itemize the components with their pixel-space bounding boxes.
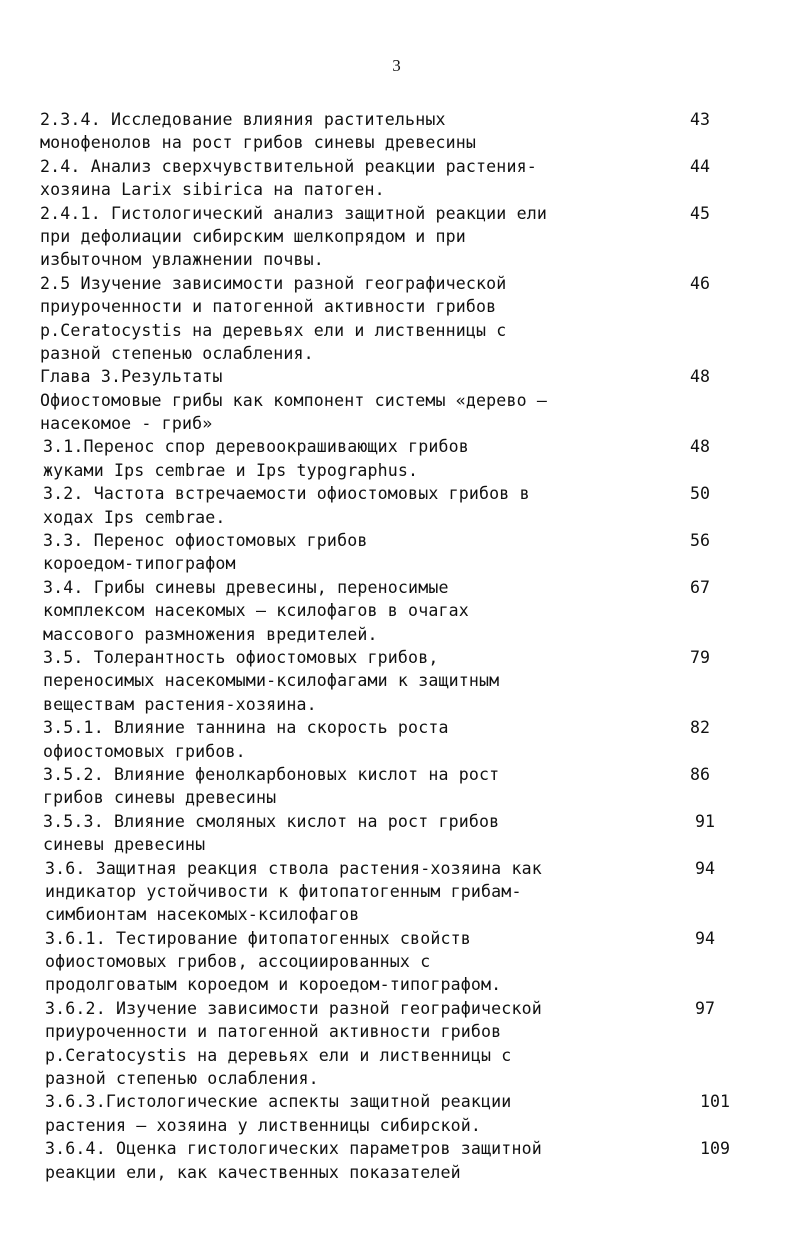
toc-entry-page-number: 94 bbox=[695, 858, 715, 878]
toc-entry-page-number: 48 bbox=[690, 367, 710, 387]
toc-entry-line: приуроченности и патогенной активности грибов bbox=[40, 297, 497, 317]
toc-entry-line: офиостомовых грибов. bbox=[43, 741, 246, 761]
toc-entry-page-number: 45 bbox=[690, 203, 710, 223]
toc-entry-line: избыточном увлажнении почвы. bbox=[40, 250, 324, 270]
toc-entry-title bbox=[43, 716, 683, 763]
toc-entry bbox=[0, 155, 793, 202]
toc-entry-line: симбионтам насекомых-ксилофагов bbox=[45, 905, 360, 925]
toc-entry-page-number: 44 bbox=[690, 156, 710, 176]
toc-entry-title bbox=[43, 763, 683, 810]
toc-entry-line: растения – хозяина у лиственницы сибирской. bbox=[45, 1115, 482, 1135]
toc-entry bbox=[0, 716, 793, 763]
toc-entry-title bbox=[40, 202, 680, 272]
toc-entry-line: 3.1.Перенос спор деревоокрашивающих грибов bbox=[43, 437, 469, 457]
toc-entry-title bbox=[43, 646, 683, 716]
toc-entry bbox=[0, 927, 793, 997]
toc-entry-line: 2.4. Анализ сверхчувствительной реакции растения- bbox=[40, 156, 537, 176]
toc-entry-page-number: 82 bbox=[690, 718, 710, 738]
toc-entry-line: продолговатым короедом и короедом-типографом. bbox=[45, 975, 502, 995]
toc-entry-title bbox=[45, 997, 685, 1091]
toc-entry bbox=[0, 108, 793, 155]
toc-entry-line: жуками Ips cembrae и Ips typographus. bbox=[43, 460, 419, 480]
toc-entry-line: 3.2. Частота встречаемости офиостомовых грибов в bbox=[43, 484, 530, 504]
toc-entry bbox=[0, 1137, 793, 1184]
toc-entry-line: 3.6.2. Изучение зависимости разной географической bbox=[45, 998, 542, 1018]
toc-entry-page-number: 101 bbox=[700, 1092, 730, 1112]
toc-entry-line: 3.4. Грибы синевы древесины, переносимые bbox=[43, 577, 449, 597]
toc-entry-page-number: 56 bbox=[690, 531, 710, 551]
toc-entry-line: 3.3. Перенос офиостомовых грибов bbox=[43, 531, 368, 551]
toc-entry-page-number: 97 bbox=[695, 998, 715, 1018]
toc-entry-title bbox=[43, 576, 683, 646]
toc-entry-line: веществам растения-хозяина. bbox=[43, 694, 317, 714]
toc-entry bbox=[0, 482, 793, 529]
toc-entry-line: насекомое - гриб» bbox=[40, 414, 213, 434]
toc-entry-line: Глава 3.Результаты bbox=[40, 367, 223, 387]
toc-entry-line: короедом-типографом bbox=[43, 554, 236, 574]
toc-entry-page-number: 86 bbox=[690, 764, 710, 784]
toc-entry-line: переносимых насекомыми-ксилофагами к защитным bbox=[43, 671, 500, 691]
toc-entry bbox=[0, 763, 793, 810]
toc-entry bbox=[0, 435, 793, 482]
toc-entry-line: 3.6.4. Оценка гистологических параметров защитной bbox=[45, 1139, 542, 1159]
toc-entry bbox=[0, 857, 793, 927]
toc-entry-page-number: 46 bbox=[690, 273, 710, 293]
toc-entry-title bbox=[40, 108, 680, 155]
toc-entry-line: массового размножения вредителей. bbox=[43, 624, 378, 644]
toc-entry-line: 3.5.3. Влияние смоляных кислот на рост грибов bbox=[43, 811, 500, 831]
toc-entry bbox=[0, 810, 793, 857]
toc-entry-line: при дефолиации сибирским шелкопрядом и при bbox=[40, 226, 466, 246]
toc-entry-page-number: 50 bbox=[690, 484, 710, 504]
toc-entry-page-number: 48 bbox=[690, 437, 710, 457]
toc-entry bbox=[0, 202, 793, 272]
toc-entry-line: 3.6. Защитная реакция ствола растения-хозяина как bbox=[45, 858, 542, 878]
toc-entry-title bbox=[43, 482, 683, 529]
toc-entry-title bbox=[45, 1137, 685, 1184]
toc-entry-line: ходах Ips cembrae. bbox=[43, 507, 226, 527]
toc-entry-page-number: 79 bbox=[690, 647, 710, 667]
toc-entry-title bbox=[45, 927, 685, 997]
toc-entry bbox=[0, 272, 793, 366]
toc-entry-line: 3.6.3.Гистологические аспекты защитной реакции bbox=[45, 1092, 512, 1112]
toc-entry-line: 2.5 Изучение зависимости разной географической bbox=[40, 273, 507, 293]
toc-entry-line: разной степенью ослабления. bbox=[45, 1069, 319, 1089]
toc-entry-page-number: 109 bbox=[700, 1139, 730, 1159]
toc-entry-line: комплексом насекомых – ксилофагов в очагах bbox=[43, 601, 469, 621]
toc-entry-line: хозяина Larix sibirica на патоген. bbox=[40, 180, 385, 200]
toc-entry-line: Офиостомовые грибы как компонент системы «дерево – bbox=[40, 390, 548, 410]
toc-entry-title bbox=[45, 857, 685, 927]
toc-entry-line: 3.5.1. Влияние таннина на скорость роста bbox=[43, 718, 449, 738]
toc-entry-line: 3.5. Толерантность офиостомовых грибов, bbox=[43, 647, 439, 667]
toc-entry-line: монофенолов на рост грибов синевы древесины bbox=[40, 133, 477, 153]
table-of-contents bbox=[0, 108, 793, 1184]
toc-entry-title bbox=[43, 810, 683, 857]
toc-entry-page-number: 43 bbox=[690, 110, 710, 129]
toc-entry-title bbox=[40, 155, 680, 202]
toc-entry-line: 2.4.1. Гистологический анализ защитной реакции ели bbox=[40, 203, 548, 223]
toc-entry bbox=[0, 646, 793, 716]
toc-entry bbox=[0, 365, 793, 435]
toc-entry bbox=[0, 1090, 793, 1137]
toc-entry-title bbox=[40, 272, 680, 366]
toc-entry-line: 3.5.2. Влияние фенолкарбоновых кислот на рост bbox=[43, 764, 500, 784]
toc-entry-line: р.Ceratocystis на деревьях ели и лиственницы с bbox=[45, 1045, 512, 1065]
toc-entry-line: р.Ceratocystis на деревьях ели и лиственницы с bbox=[40, 320, 507, 340]
toc-entry-line: разной степенью ослабления. bbox=[40, 343, 314, 363]
toc-entry bbox=[0, 576, 793, 646]
toc-entry-title bbox=[40, 365, 680, 435]
toc-entry-line: офиостомовых грибов, ассоциированных с bbox=[45, 952, 431, 972]
toc-entry-page-number: 91 bbox=[695, 811, 715, 831]
toc-entry-title bbox=[45, 1090, 685, 1137]
toc-entry-line: 3.6.1. Тестирование фитопатогенных свойств bbox=[45, 928, 471, 948]
toc-entry-title bbox=[43, 435, 683, 482]
toc-entry-line: синевы древесины bbox=[43, 835, 206, 855]
toc-entry bbox=[0, 997, 793, 1091]
toc-entry-title bbox=[43, 529, 683, 576]
page-number: 3 bbox=[392, 56, 401, 75]
toc-entry bbox=[0, 529, 793, 576]
toc-entry-page-number: 94 bbox=[695, 928, 715, 948]
toc-entry-line: приуроченности и патогенной активности грибов bbox=[45, 1022, 502, 1042]
toc-entry-line: 2.3.4. Исследование влияния растительных bbox=[40, 110, 446, 129]
toc-entry-line: индикатор устойчивости к фитопатогенным грибам- bbox=[45, 881, 522, 901]
toc-entry-line: реакции ели, как качественных показателей bbox=[45, 1162, 461, 1182]
toc-entry-page-number: 67 bbox=[690, 577, 710, 597]
toc-entry-line: грибов синевы древесины bbox=[43, 788, 277, 808]
